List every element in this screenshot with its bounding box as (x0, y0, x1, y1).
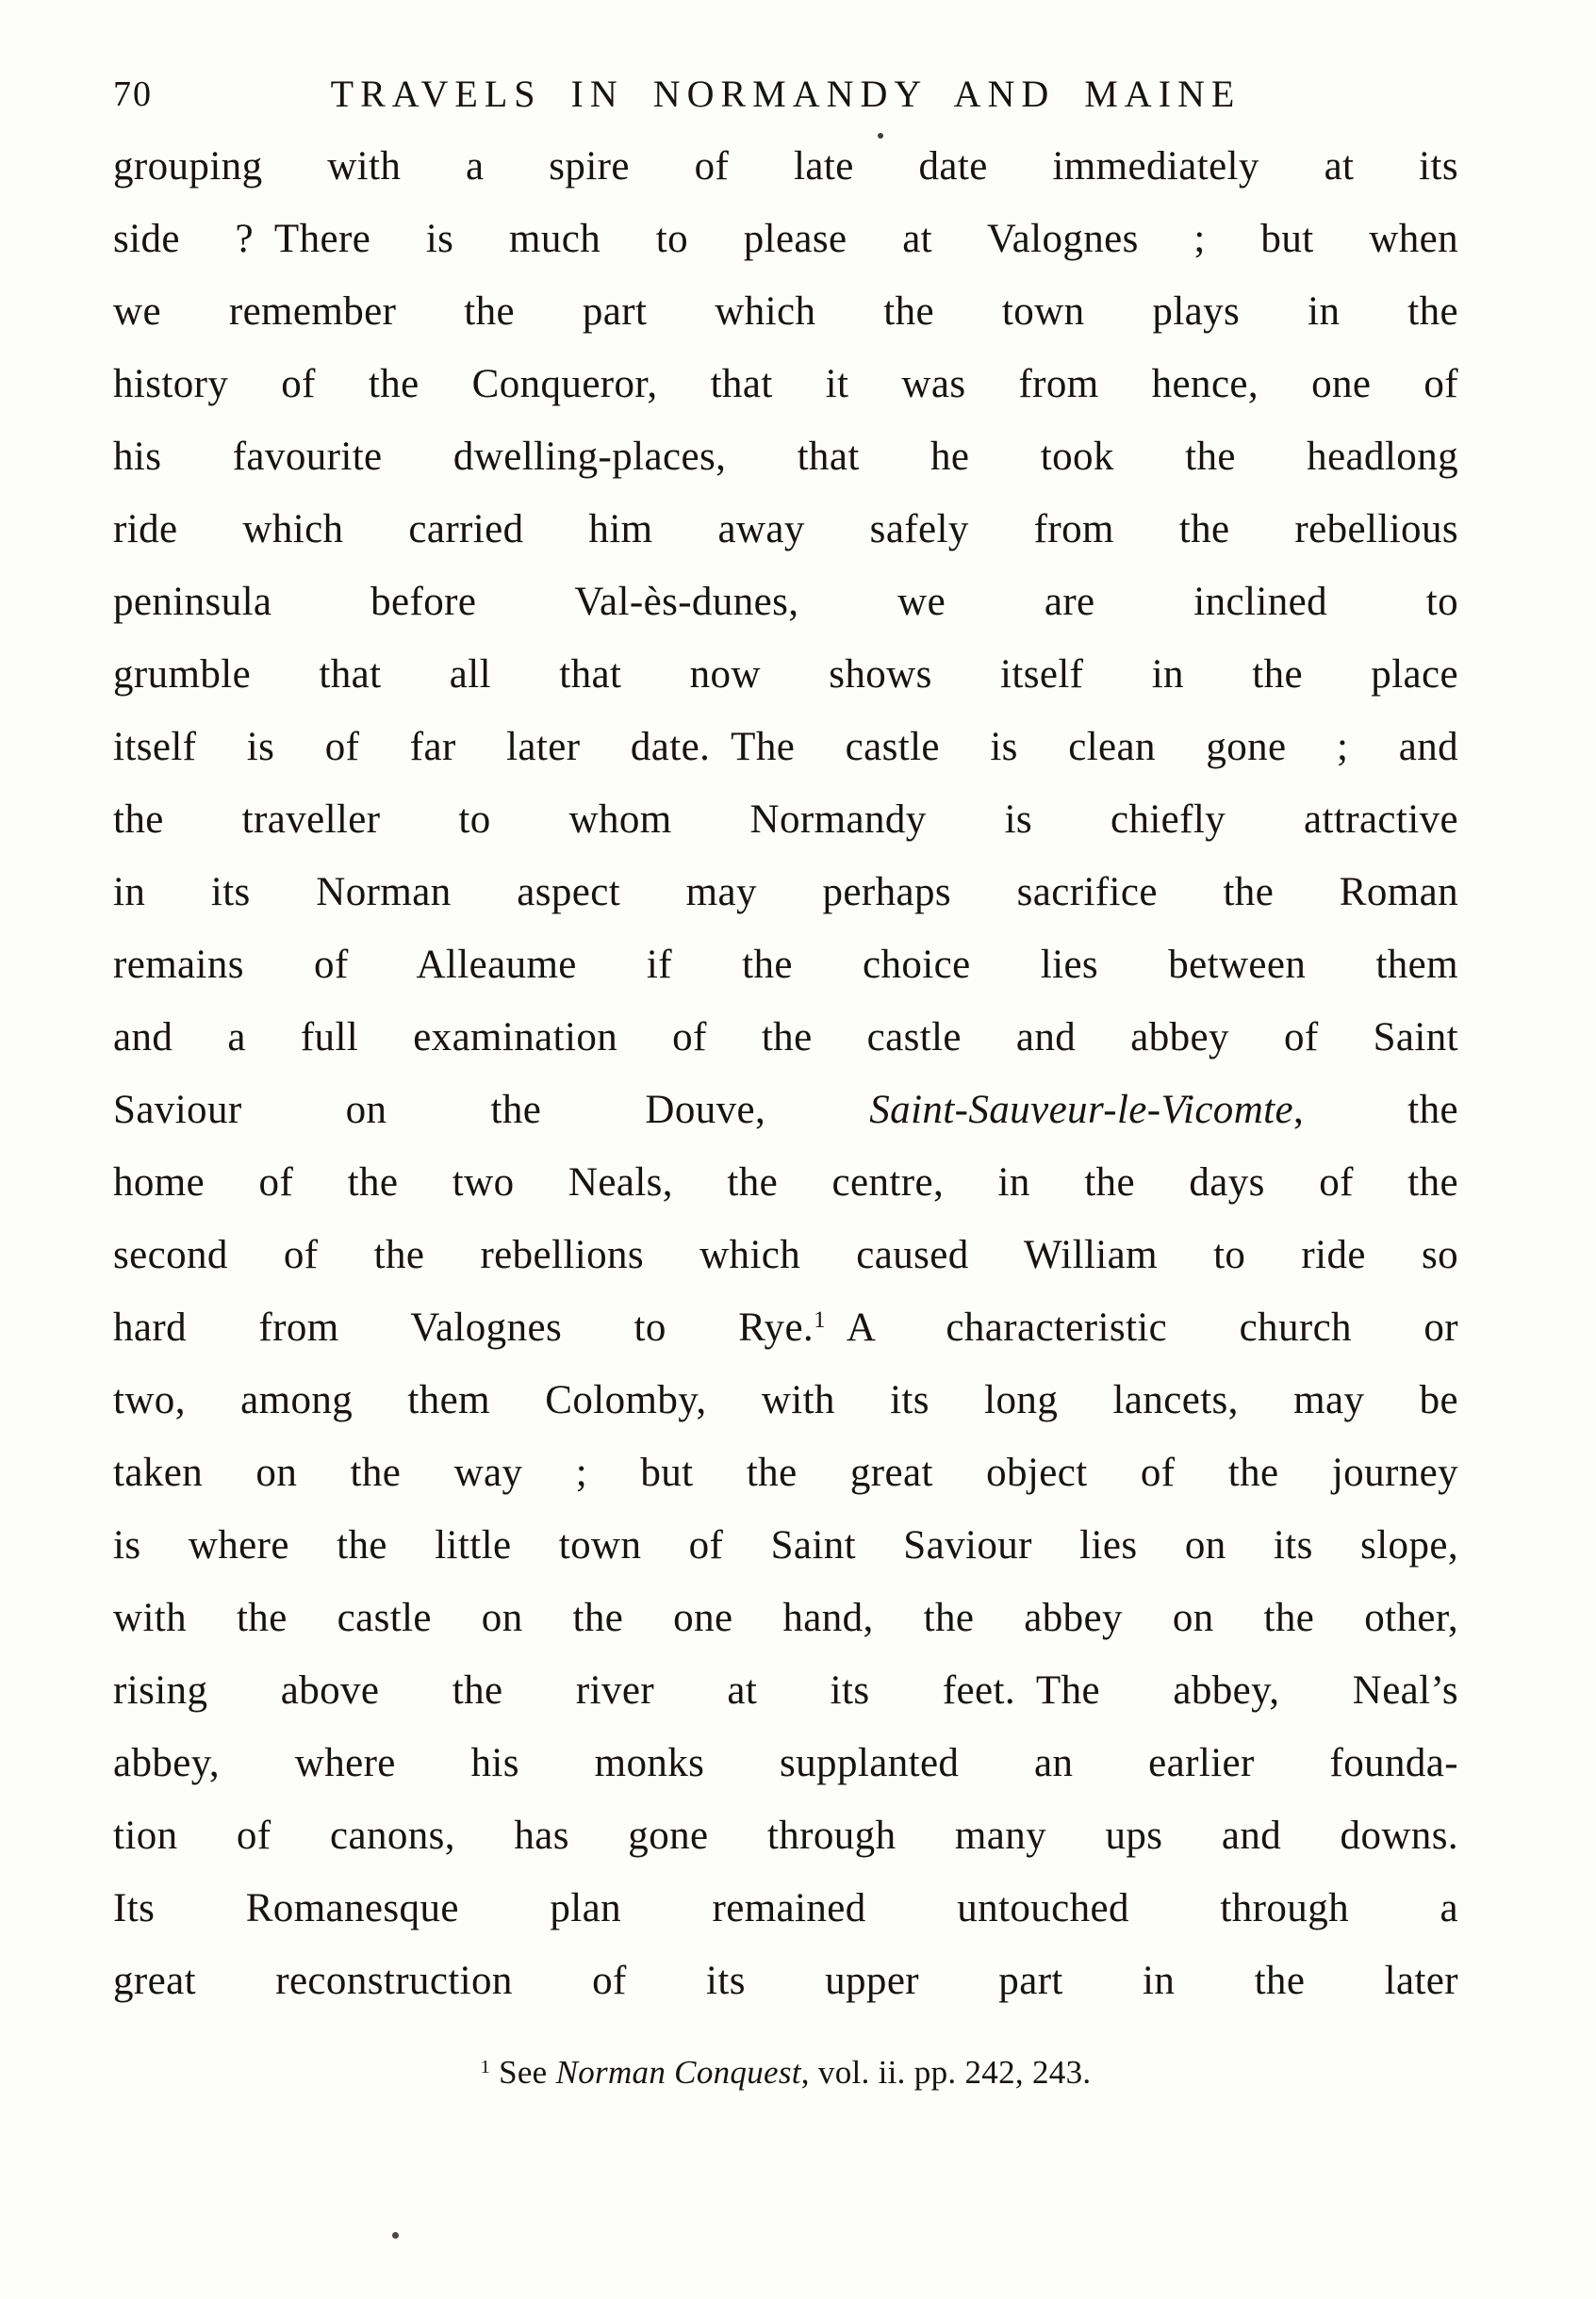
text-segment: , the (1293, 1088, 1458, 1132)
footnote-marker: 1 (480, 2056, 491, 2077)
text-line (113, 1001, 1458, 1074)
text-line (113, 1799, 1458, 1872)
text-line (113, 130, 1458, 203)
text-line (113, 1219, 1458, 1291)
italic-text: Norman Conquest (555, 2054, 801, 2091)
body-text (113, 130, 1458, 2017)
scan-speck (392, 2232, 399, 2239)
text-line (113, 1291, 1458, 1364)
text-line (113, 1654, 1458, 1727)
text-segment: is where the little town of Saint Saviour lies on its slope, (113, 1523, 1458, 1568)
footnote (113, 2051, 1458, 2094)
text-segment: side ? There is much to please at Valognes ; but when (113, 217, 1458, 261)
text-segment: rising above the river at its feet. The abbey, Neal’s (113, 1668, 1458, 1713)
text-segment: grumble that all that now shows itself in the place (113, 652, 1458, 697)
text-segment: , vol. ii. pp. 242, 243. (800, 2054, 1092, 2091)
text-segment: we remember the part which the town plays in the (113, 289, 1458, 334)
text-line (113, 1437, 1458, 1509)
text-segment: Saviour on the Douve, (113, 1088, 870, 1132)
text-segment: A characteristic church or (825, 1306, 1458, 1350)
text-line (113, 1074, 1458, 1146)
text-segment: his favourite dwelling-places, that he took the headlong (113, 435, 1458, 479)
text-segment: taken on the way ; but the great object of the journey (113, 1451, 1458, 1495)
text-segment: the traveller to whom Normandy is chiefly attractive (113, 797, 1458, 842)
text-line (113, 1582, 1458, 1654)
text-line (113, 1146, 1458, 1219)
scan-speck (878, 133, 883, 139)
text-line (113, 2051, 1458, 2094)
text-line (113, 783, 1458, 856)
text-segment: peninsula before Val-ès-dunes, we are inclined to (113, 580, 1458, 624)
text-segment: history of the Conqueror, that it was from hence, one of (113, 362, 1458, 406)
text-segment: grouping with a spire of late date immediately at its (113, 144, 1458, 189)
text-line (113, 1872, 1458, 1945)
page-number: 70 (113, 74, 153, 114)
text-line (113, 1364, 1458, 1437)
text-segment: tion of canons, has gone through many ups and downs. (113, 1814, 1458, 1858)
text-segment: and a full examination of the castle and abbey of Saint (113, 1015, 1458, 1059)
text-line (113, 638, 1458, 711)
text-segment: second of the rebellions which caused William to ride so (113, 1233, 1458, 1277)
text-segment: great reconstruction of its upper part in the later (113, 1959, 1458, 2003)
page-header (113, 72, 1458, 119)
text-segment: hard from Valognes to Rye. (113, 1306, 814, 1350)
text-line (113, 711, 1458, 783)
text-segment: itself is of far later date. The castle is clean gone ; and (113, 725, 1458, 769)
text-line (113, 420, 1458, 493)
text-line (113, 928, 1458, 1001)
text-segment: in its Norman aspect may perhaps sacrifice the Roman (113, 870, 1458, 914)
text-line (113, 203, 1458, 275)
text-line (113, 275, 1458, 348)
text-line (113, 566, 1458, 638)
text-segment: Its Romanesque plan remained untouched through a (113, 1886, 1458, 1930)
text-line (113, 1727, 1458, 1799)
text-segment: home of the two Neals, the centre, in the days of the (113, 1160, 1458, 1205)
text-segment: two, among them Colomby, with its long lancets, may be (113, 1378, 1458, 1422)
text-segment: with the castle on the one hand, the abbey on the other, (113, 1596, 1458, 1640)
text-segment: See (490, 2054, 556, 2091)
text-line (113, 1509, 1458, 1582)
text-line (113, 493, 1458, 566)
text-segment: abbey, where his monks supplanted an earlier founda- (113, 1741, 1458, 1785)
running-title: TRAVELS IN NORMANDY AND MAINE (330, 73, 1242, 115)
text-segment: remains of Alleaume if the choice lies between them (113, 943, 1458, 987)
text-line (113, 856, 1458, 928)
footnote-marker: 1 (814, 1307, 826, 1334)
text-line (113, 1945, 1458, 2017)
text-segment: ride which carried him away safely from the rebellious (113, 507, 1458, 551)
text-line (113, 348, 1458, 420)
italic-text: Saint-Sauveur-le-Vicomte (869, 1088, 1293, 1132)
